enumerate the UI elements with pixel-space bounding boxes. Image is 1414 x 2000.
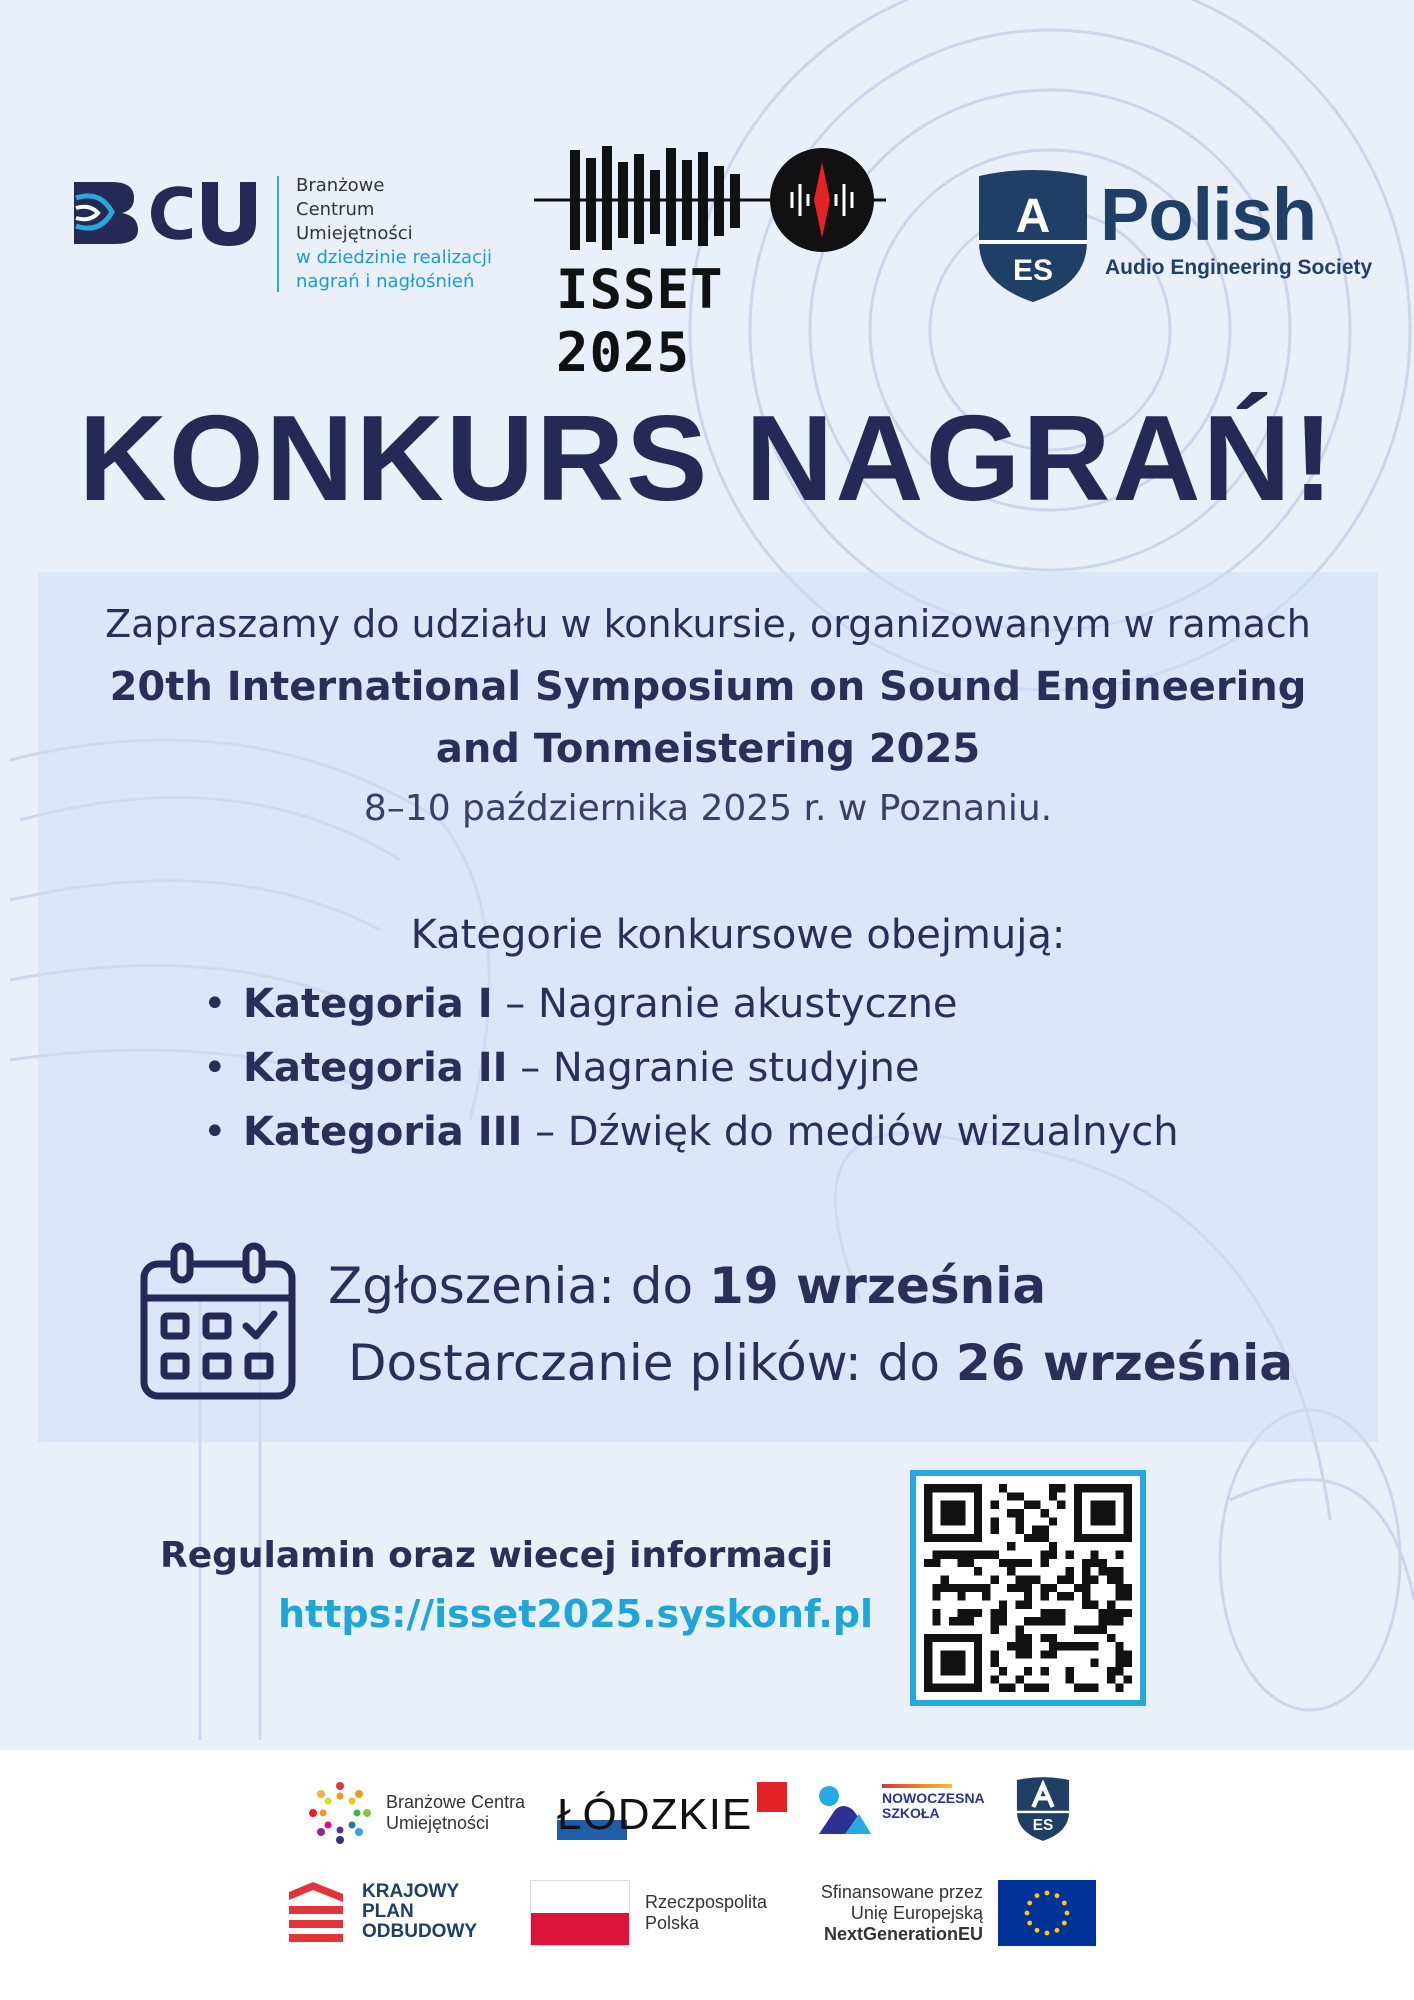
files-deadline	[348, 1334, 1293, 1392]
eu-star	[1035, 1893, 1040, 1898]
lodzkie-text: ŁÓDZKIE	[557, 1790, 753, 1839]
category-item	[203, 972, 1179, 1036]
category-desc: – Nagranie studyjne	[507, 1045, 920, 1091]
kpo-line-2: PLAN	[362, 1901, 414, 1922]
ns-line-2: SZKOŁA	[882, 1805, 940, 1821]
category-item	[203, 1036, 1179, 1100]
eu-star	[1035, 1928, 1040, 1933]
bcu-text	[296, 174, 492, 294]
sunburst-icon	[305, 1778, 375, 1848]
footer-nowoczesna-szkola-text	[882, 1784, 992, 1821]
category-name: Kategoria I	[243, 981, 493, 1027]
footer-eu-text	[790, 1882, 983, 1945]
eu-line-3: NextGenerationEU	[823, 1924, 983, 1944]
qr-code[interactable]	[910, 1470, 1146, 1706]
aes-badge-bottom: ES	[1012, 254, 1054, 287]
footer-rp-text	[645, 1892, 767, 1934]
aes-name: Polish	[1100, 173, 1317, 256]
bcu-line-2: Centrum	[296, 199, 375, 220]
bcu-line-4: w dziedzinie realizacji	[296, 247, 492, 268]
eu-star	[1027, 1901, 1032, 1906]
category-item	[203, 1100, 1179, 1164]
category-name: Kategoria III	[243, 1109, 523, 1155]
bullet: •	[203, 1109, 227, 1155]
website-link[interactable]: https://isset2025.syskonf.pl	[278, 1592, 874, 1636]
files-label: Dostarczanie plików: do	[348, 1334, 956, 1392]
footer-bcu-line-1: Branżowe Centra	[386, 1792, 526, 1812]
isset-title: ISSET 2025	[556, 258, 724, 384]
eu-star	[1065, 1911, 1070, 1916]
isset-logo	[530, 140, 890, 384]
footer-bcu-line-2: Umiejętności	[386, 1813, 490, 1833]
intro-line-2: 20th International Symposium on Sound Engineering	[109, 664, 1307, 710]
kpo-line-1: KRAJOWY	[362, 1881, 460, 1902]
aes-shield-icon	[975, 168, 1091, 304]
footer-kpo-logo	[285, 1880, 347, 1954]
submission-deadline	[328, 1257, 1046, 1315]
kpo-line-3: ODBUDOWY	[362, 1921, 478, 1942]
eu-star	[1062, 1921, 1067, 1926]
bcu-line-5: nagrań i nagłośnień	[296, 271, 475, 292]
eu-line-2: Unię Europejską	[850, 1903, 983, 1923]
footer	[0, 1750, 1414, 2000]
aes-small-shield-icon	[1015, 1776, 1071, 1842]
kpo-icon	[285, 1880, 347, 1950]
intro-line-3: and Tonmeistering 2025	[435, 726, 981, 772]
more-info-text: Regulamin oraz wiecej informacji	[160, 1535, 834, 1576]
qr-modules	[924, 1484, 1132, 1692]
footer-kpo-text	[362, 1882, 477, 1942]
submission-label: Zgłoszenia: do	[328, 1257, 710, 1315]
bcu-line-1: Branżowe	[296, 175, 385, 196]
footer-aes-logo	[1015, 1776, 1071, 1846]
bcu-mark-icon	[72, 178, 262, 248]
category-desc: – Dźwięk do mediów wizualnych	[522, 1109, 1179, 1155]
intro-line-1: Zapraszamy do udziału w konkursie, organizowanym w ramach	[105, 602, 1311, 646]
intro-line-4: 8–10 października 2025 r. w Poznaniu.	[363, 788, 1053, 829]
page-title: KONKURS NAGRAŃ!	[78, 390, 1336, 526]
ns-line-1: NOWOCZESNA	[882, 1790, 985, 1806]
info-panel	[38, 572, 1378, 1442]
nowoczesna-szkola-icon	[815, 1782, 875, 1838]
footer-polish-flag	[530, 1880, 630, 1946]
aes-subtitle: Audio Engineering Society	[1105, 256, 1373, 279]
aes-logo	[975, 168, 1385, 308]
footer-eu-flag	[998, 1880, 1096, 1950]
footer-bcu-logo	[305, 1778, 375, 1852]
eu-star	[1045, 1891, 1050, 1896]
eu-star	[1027, 1921, 1032, 1926]
eu-star	[1025, 1911, 1030, 1916]
rp-line-1: Rzeczpospolita	[645, 1892, 768, 1912]
aes-badge-top: A	[1015, 190, 1051, 243]
bcu-logo	[72, 170, 552, 310]
ns-color-strip	[882, 1784, 952, 1788]
eu-star	[1062, 1901, 1067, 1906]
category-desc: – Nagranie akustyczne	[492, 981, 958, 1027]
aes-small-text: ES	[1032, 1817, 1054, 1835]
categories-heading: Kategorie konkursowe obejmują:	[410, 912, 1066, 958]
bullet: •	[203, 1045, 227, 1091]
eu-star	[1055, 1893, 1060, 1898]
footer-lodzkie-logo	[557, 1780, 787, 1846]
bcu-line-3: Umiejętności	[296, 223, 413, 244]
rp-line-2: Polska	[645, 1913, 700, 1933]
category-name: Kategoria II	[243, 1045, 508, 1091]
waveform-icon	[530, 140, 890, 260]
eu-line-1: Sfinansowane przez	[820, 1882, 983, 1902]
eu-star	[1055, 1928, 1060, 1933]
files-date: 26 września	[955, 1334, 1293, 1392]
eu-star	[1045, 1931, 1050, 1936]
eu-flag-icon	[998, 1880, 1096, 1946]
calendar-icon	[138, 1242, 298, 1402]
submission-date: 19 września	[709, 1257, 1047, 1315]
bullet: •	[203, 981, 227, 1027]
qr-code-icon	[924, 1484, 1132, 1692]
categories-list	[203, 972, 1179, 1164]
bcu-separator	[277, 176, 279, 292]
footer-bcu-text	[386, 1792, 525, 1834]
footer-nowoczesna-szkola-logo	[815, 1782, 875, 1842]
